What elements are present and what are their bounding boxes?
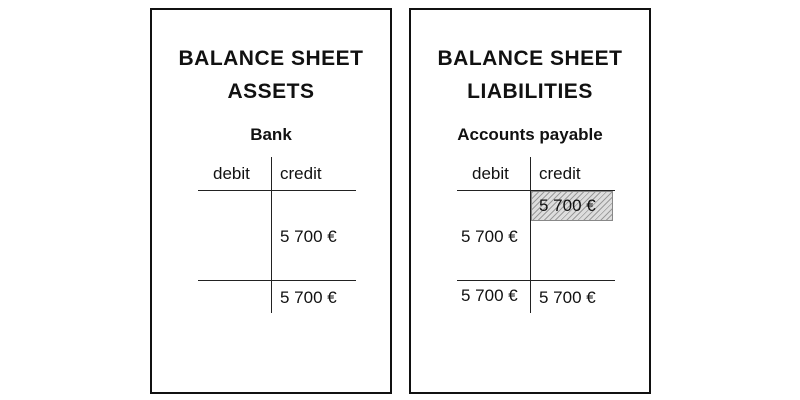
bank-t-account-divider [271, 157, 272, 313]
liabilities-title-line1: BALANCE SHEET [437, 47, 623, 70]
liabilities-title-line2: LIABILITIES [467, 80, 593, 103]
payable-debit-total: 5 700 € [461, 286, 518, 305]
payable-credit-header: credit [539, 164, 581, 183]
payable-credit-total: 5 700 € [539, 288, 596, 307]
balance-sheet-assets-panel [150, 8, 392, 394]
bank-credit-header: credit [280, 164, 322, 183]
payable-debit-entry: 5 700 € [461, 227, 518, 246]
bank-credit-entry: 5 700 € [280, 227, 337, 246]
assets-title-line1: BALANCE SHEET [178, 47, 364, 70]
payable-total-rule [457, 280, 615, 281]
assets-title-line2: ASSETS [227, 80, 315, 103]
bank-header-rule [198, 190, 356, 191]
bank-debit-header: debit [213, 164, 250, 183]
bank-credit-total: 5 700 € [280, 288, 337, 307]
accounts-payable-title: Accounts payable [457, 125, 603, 144]
payable-debit-header: debit [472, 164, 509, 183]
payable-t-account-divider [530, 157, 531, 313]
balance-sheet-liabilities-panel [409, 8, 651, 394]
bank-total-rule [198, 280, 356, 281]
payable-credit-entry-highlighted: 5 700 € [539, 196, 596, 215]
bank-account-title: Bank [250, 125, 292, 144]
